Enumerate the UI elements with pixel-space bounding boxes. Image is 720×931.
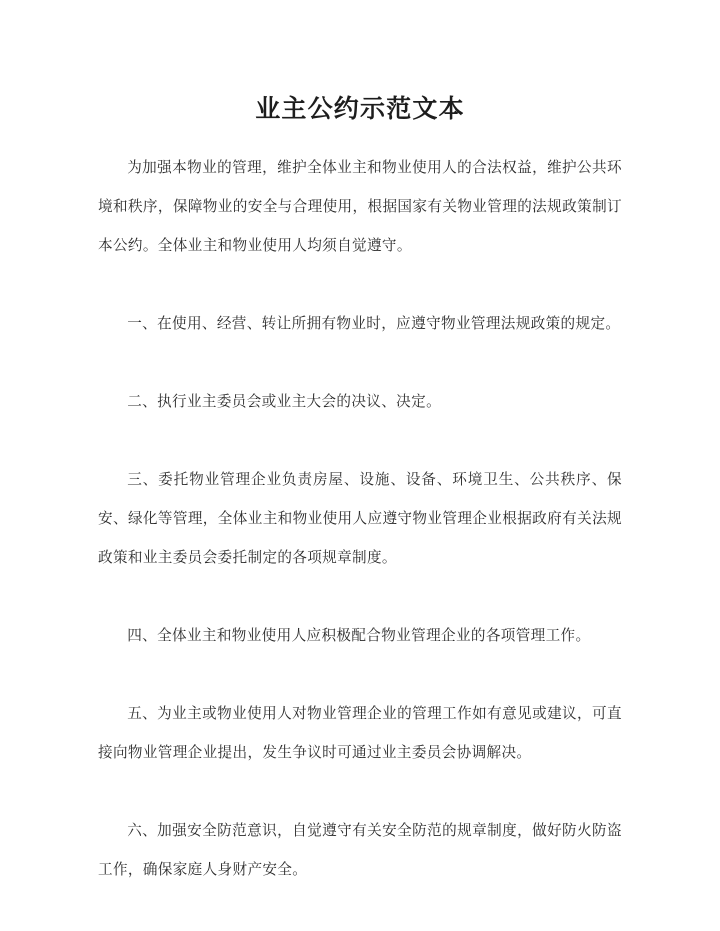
- paragraph-article-1: 一、在使用、经营、转让所拥有物业时，应遵守物业管理法规政策的规定。: [127, 315, 621, 332]
- paragraph-article-5: 五、为业主或物业使用人对物业管理企业的管理工作如有意见或建议，可直接向物业管理企业提出，发生争议时可通过业主委员会协调解决。: [98, 705, 622, 761]
- paragraph-article-6: 六、加强安全防范意识，自觉遵守有关安全防范的规章制度，做好防火防盗工作，确保家庭人身财产安全。: [98, 822, 622, 878]
- paragraph-article-4: 四、全体业主和物业使用人应积极配合物业管理企业的各项管理工作。: [127, 627, 591, 644]
- document-body: [98, 148, 622, 889]
- paragraph-article-2: 二、执行业主委员会或业主大会的决议、决定。: [127, 393, 442, 410]
- page-title: 业主公约示范文本: [255, 93, 465, 123]
- paragraph-intro: 为加强本物业的管理，维护全体业主和物业使用人的合法权益，维护公共环境和秩序，保障物业的安全与合理使用，根据国家有关物业管理的法规政策制订本公约。全体业主和物业使用人均须自觉遵守。: [98, 159, 622, 254]
- paragraph-article-3: 三、委托物业管理企业负责房屋、设施、设备、环境卫生、公共秩序、保安、绿化等管理，全体业主和物业使用人应遵守物业管理企业根据政府有关法规政策和业主委员会委托制定的各项规章制度。: [98, 471, 622, 566]
